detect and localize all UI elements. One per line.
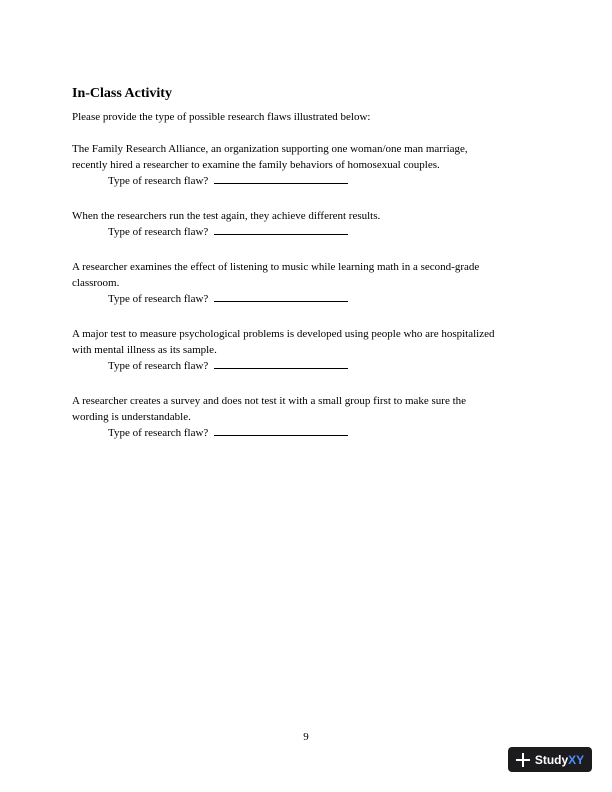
question-1 bbox=[72, 141, 542, 189]
answer-blank-line[interactable] bbox=[214, 173, 348, 184]
answer-blank-line[interactable] bbox=[214, 358, 348, 369]
question-4 bbox=[72, 326, 542, 374]
answer-blank-line[interactable] bbox=[214, 425, 348, 436]
question-2-answer bbox=[72, 224, 542, 240]
question-3 bbox=[72, 259, 542, 307]
question-3-line-2: classroom. bbox=[72, 277, 120, 289]
question-5-answer bbox=[72, 425, 542, 441]
question-4-line-2: with mental illness as its sample. bbox=[72, 344, 217, 356]
answer-blank-line[interactable] bbox=[214, 291, 348, 302]
question-1-line-2: recently hired a researcher to examine the family behaviors of homosexual couples. bbox=[72, 159, 440, 171]
answer-label: Type of research flaw? bbox=[108, 360, 209, 372]
question-3-answer bbox=[72, 291, 542, 307]
question-5-line-1: A researcher creates a survey and does not test it with a small group first to make sure the bbox=[72, 395, 467, 407]
question-4-answer bbox=[72, 358, 542, 374]
question-1-line-1: The Family Research Alliance, an organization supporting one woman/one man marriage, bbox=[72, 143, 468, 155]
activity-heading: In-Class Activity bbox=[72, 86, 172, 101]
question-1-answer bbox=[72, 173, 542, 189]
question-3-line-1: A researcher examines the effect of listening to music while learning math in a second-grade bbox=[72, 261, 480, 273]
brand-prefix: Study bbox=[534, 752, 569, 767]
activity-intro: Please provide the type of possible research flaws illustrated below: bbox=[72, 111, 371, 123]
question-5-line-2: wording is understandable. bbox=[72, 411, 191, 423]
page-content bbox=[72, 85, 542, 460]
question-4-line-1: A major test to measure psychological problems is developed using people who are hospitalized bbox=[72, 328, 495, 340]
answer-label: Type of research flaw? bbox=[108, 293, 209, 305]
question-2-line-1: When the researchers run the test again, they achieve different results. bbox=[72, 210, 381, 222]
answer-blank-line[interactable] bbox=[214, 224, 348, 235]
studyxy-badge[interactable] bbox=[508, 747, 592, 772]
answer-label: Type of research flaw? bbox=[108, 226, 209, 238]
answer-label: Type of research flaw? bbox=[108, 175, 209, 187]
page-number: 9 bbox=[303, 731, 309, 743]
question-5 bbox=[72, 393, 542, 441]
plus-icon bbox=[516, 753, 530, 767]
answer-label: Type of research flaw? bbox=[108, 427, 209, 439]
question-2 bbox=[72, 208, 542, 240]
brand-suffix: XY bbox=[568, 752, 585, 767]
